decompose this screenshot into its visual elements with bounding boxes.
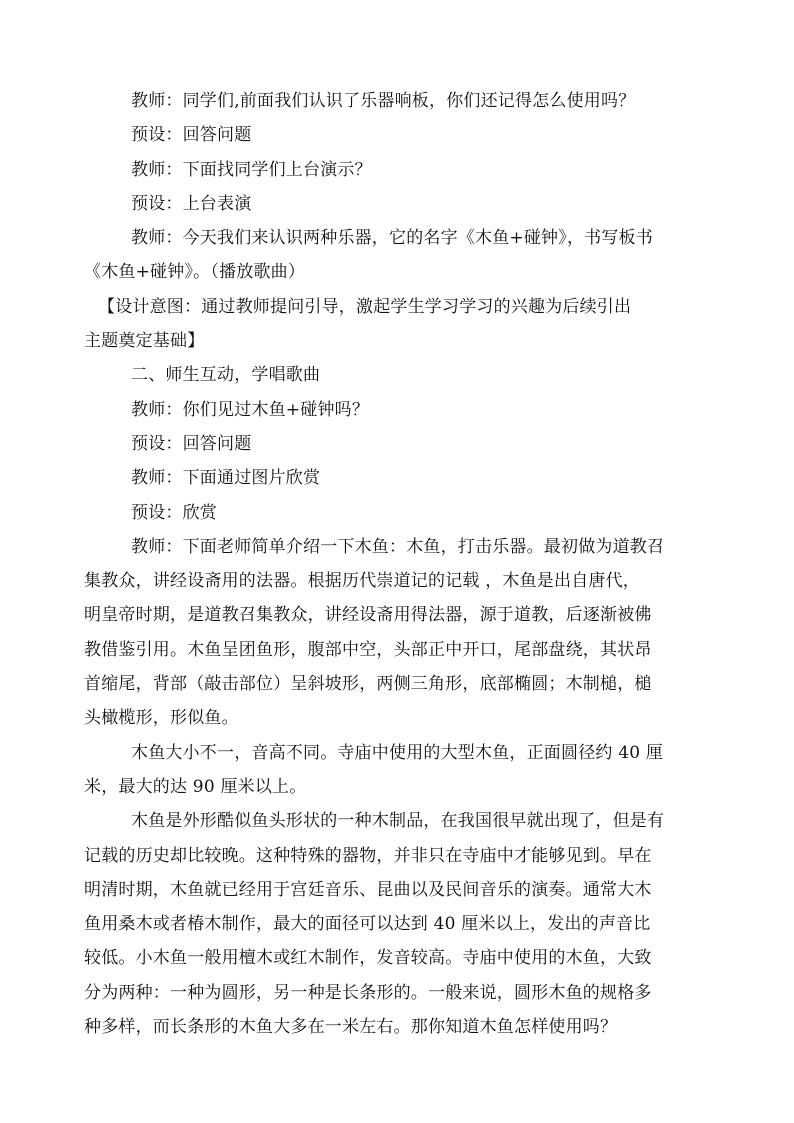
text-line: 记载的历史却比较晚。这种特殊的器物，并非只在寺庙中才能够见到。早在 [84,845,652,866]
text-line: 米，最大的达 90 厘米以上。 [84,776,307,797]
text-line: 教师：下面通过图片欣赏 [131,468,321,489]
text-line: 预设：欣赏 [131,502,217,523]
text-line: 分为两种：一种为圆形，另一种是长条形的。一般来说，圆形木鱼的规格多 [84,982,652,1003]
section-heading: 二、师生互动，学唱歌曲 [131,365,321,386]
text-line: 较低。小木鱼一般用檀木或红木制作，发音较高。寺庙中使用的木鱼，大致 [84,948,652,969]
text-line: 集教众，讲经设斋用的法器。根据历代崇道记的记载 ，木鱼是出自唐代， [84,571,641,592]
text-line: 鱼用桑木或者椿木制作，最大的面径可以达到 40 厘米以上，发出的声音比 [84,914,651,935]
text-line: 《木鱼+碰钟》。（播放歌曲） [84,262,306,283]
text-line: 首缩尾，背部（敲击部位）呈斜坡形，两侧三角形，底部椭圆；木制槌，槌 [84,674,652,695]
text-line: 教师：下面找同学们上台演示？ [131,159,372,180]
text-line: 木鱼是外形酷似鱼头形状的一种木制品，在我国很早就出现了，但是有 [131,811,665,832]
text-line: 明皇帝时期，是道教召集教众，讲经设斋用得法器，源于道教，后逐渐被佛 [84,605,652,626]
design-intent-line: 【设计意图：通过教师提问引导，激起学生学习学习的兴趣为后续引出 [98,296,632,317]
text-line: 教师：下面老师简单介绍一下木鱼：木鱼，打击乐器。最初做为道教召 [131,536,665,557]
text-line: 教师：今天我们来认识两种乐器，它的名字《木鱼+碰钟》，书写板书 [131,228,653,249]
text-line: 教师：你们见过木鱼+碰钟吗？ [131,399,370,420]
text-line: 木鱼大小不一，音高不同。寺庙中使用的大型木鱼，正面圆径约 40 厘 [131,742,664,763]
text-line: 预设：上台表演 [131,193,252,214]
text-line: 种多样，而长条形的木鱼大多在一米左右。那你知道木鱼怎样使用吗？ [84,1017,618,1038]
text-line: 头橄榄形，形似鱼。 [84,708,239,729]
text-line: 教师：同学们,前面我们认识了乐器响板，你们还记得怎么使用吗？ [131,91,636,111]
text-line: 明清时期，木鱼就已经用于宫廷音乐、昆曲以及民间音乐的演奏。通常大木 [84,879,652,900]
document-body [84,84,712,1044]
text-line: 预设：回答问题 [131,433,252,454]
design-intent-line: 主题奠定基础】 [84,331,205,352]
text-line: 预设：回答问题 [131,125,252,146]
text-line: 教借鉴引用。木鱼呈团鱼形，腹部中空，头部正中开口，尾部盘绕，其状昂 [84,639,652,660]
